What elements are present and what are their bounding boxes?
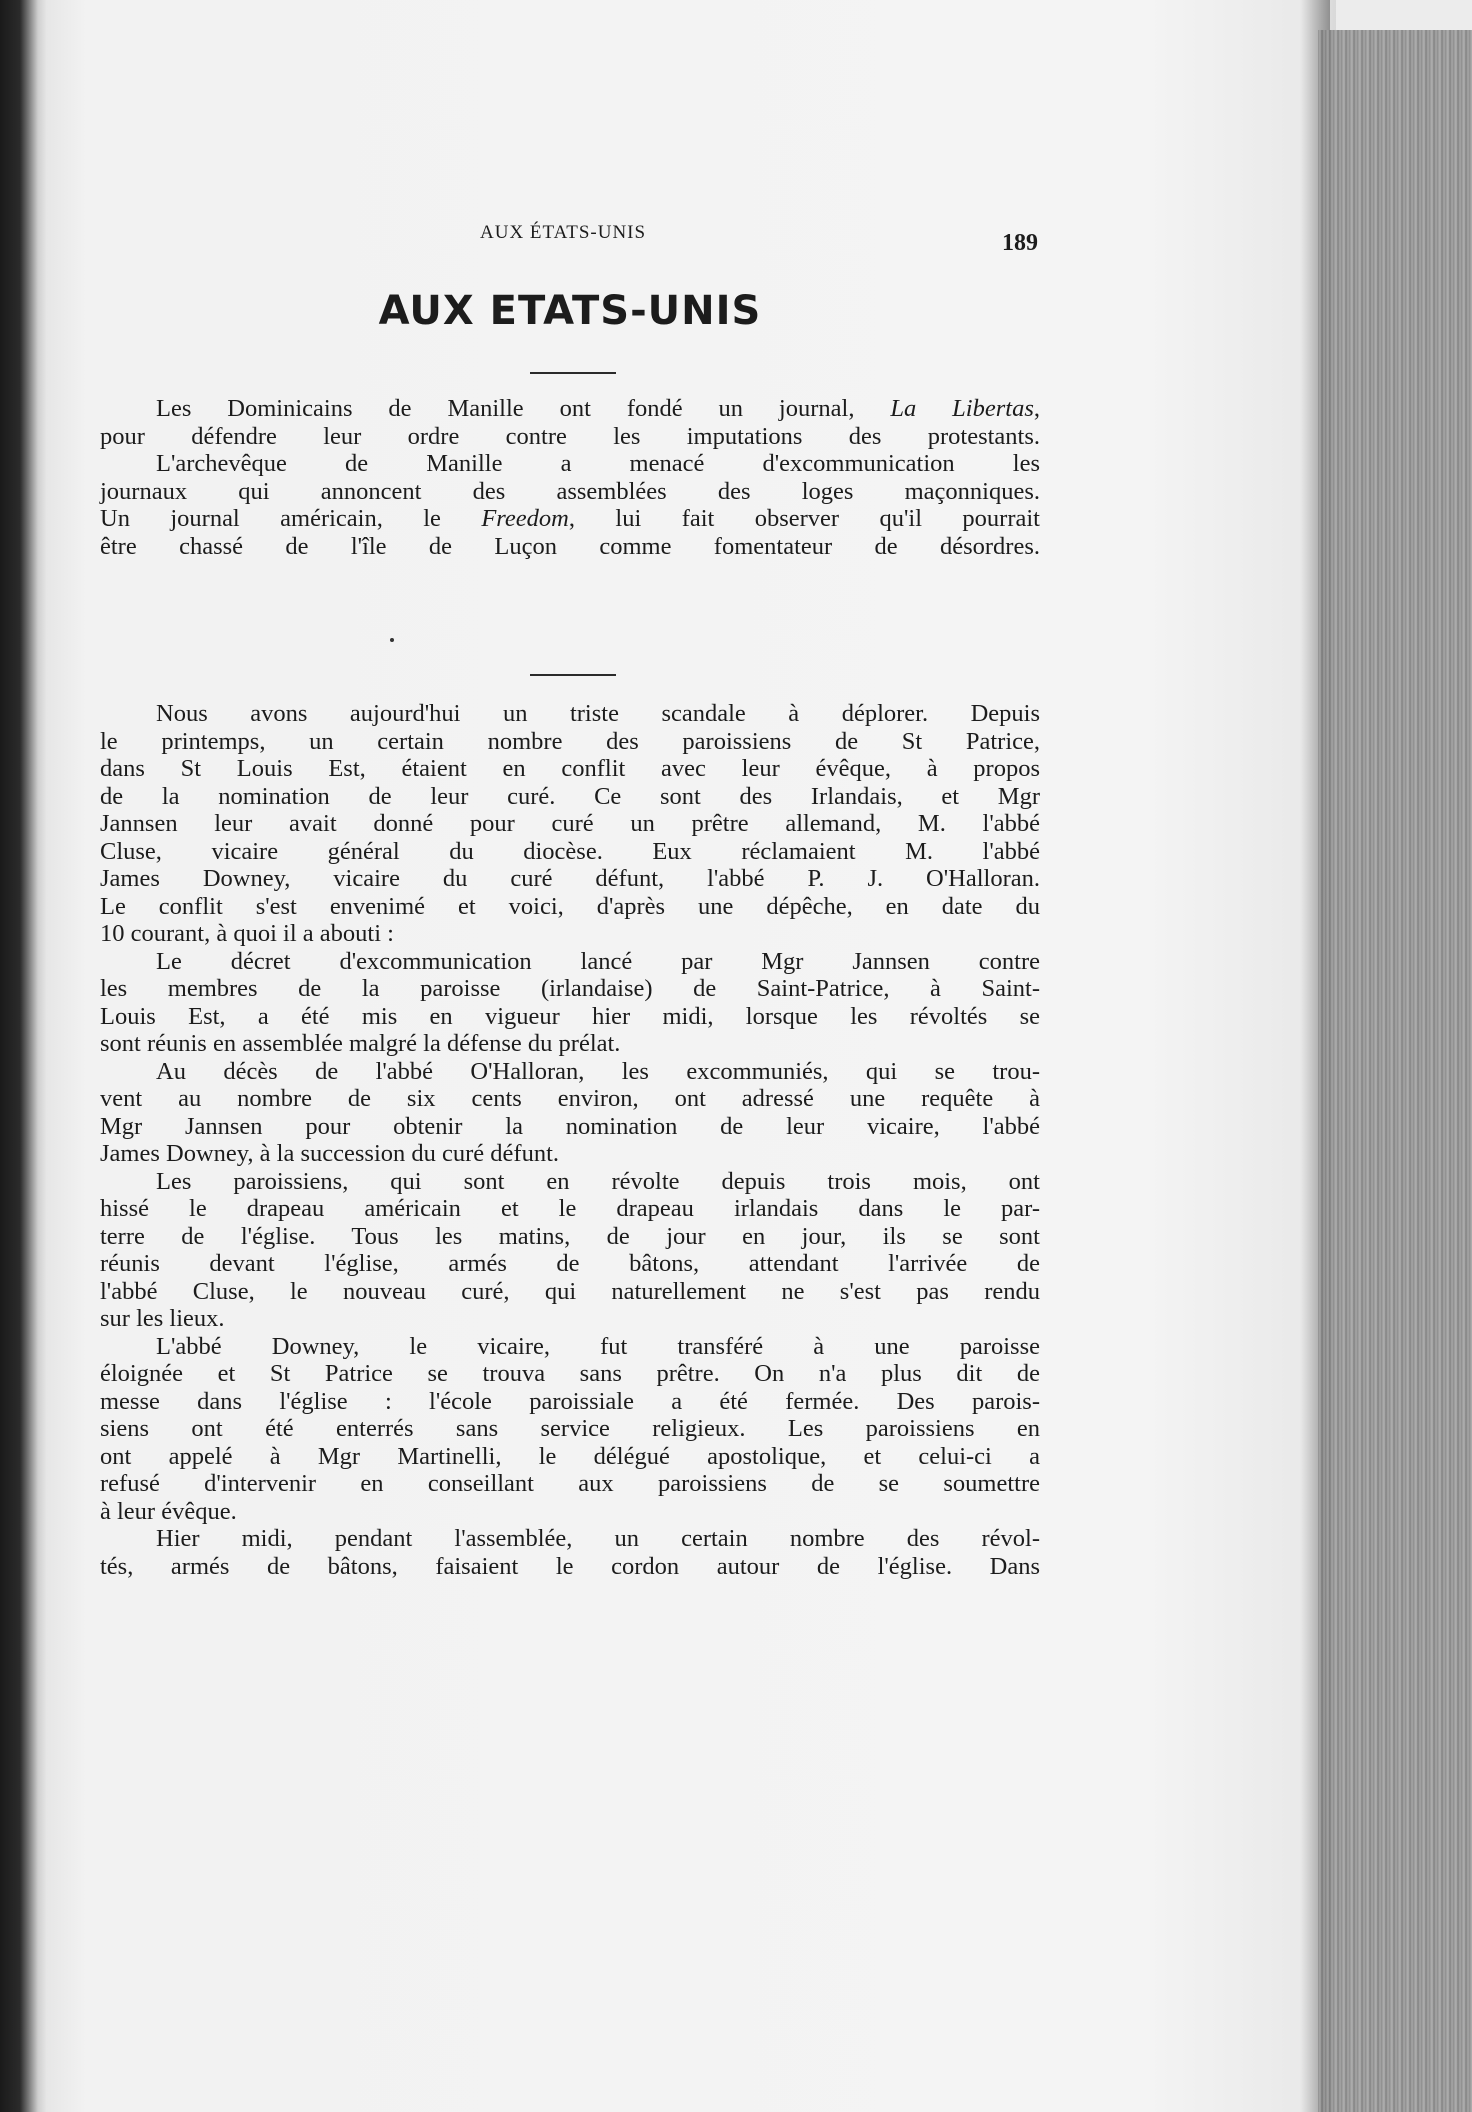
text-line: 10 courant, à quoi il a abouti : (100, 920, 394, 947)
paragraph-block-2 (100, 700, 1040, 1580)
text-line: Nous avons aujourd'hui un triste scandale à déplorer. Depuis (156, 700, 1040, 727)
text-line: de la nomination de leur curé. Ce sont des Irlandais, et Mgr (100, 782, 1040, 810)
section-rule (530, 674, 616, 676)
text-line: Le décret d'excommunication lancé par Mgr Jannsen contre (156, 947, 1040, 975)
text-line: Louis Est, a été mis en vigueur hier midi, lorsque les révoltés se (100, 1002, 1040, 1030)
text-line: le printemps, un certain nombre des paroissiens de St Patrice, (100, 727, 1040, 755)
text-line: éloignée et St Patrice se trouva sans prêtre. On n'a plus dit de (100, 1360, 1040, 1387)
text-line: journaux qui annoncent des assemblées des loges maçonniques. (100, 477, 1040, 505)
text-line: James Downey, vicaire du curé défunt, l'abbé P. J. O'Halloran. (100, 865, 1040, 892)
text-line: tés, armés de bâtons, faisaient le cordon autour de l'église. Dans (100, 1552, 1040, 1580)
text-line: vent au nombre de six cents environ, ont adressé une requête à (100, 1085, 1040, 1112)
text-line: Cluse, vicaire général du diocèse. Eux réclamaient M. l'abbé (100, 837, 1040, 865)
text-line: Mgr Jannsen pour obtenir la nomination de leur vicaire, l'abbé (100, 1112, 1040, 1140)
article-title: AUX ETATS-UNIS (378, 288, 762, 334)
text-line: Hier midi, pendant l'assemblée, un certain nombre des révol- (156, 1525, 1040, 1552)
text-line: être chassé de l'île de Luçon comme fomentateur de désordres. (100, 532, 1040, 560)
text-line: Les paroissiens, qui sont en révolte depuis trois mois, ont (156, 1167, 1040, 1195)
text-line: réunis devant l'église, armés de bâtons, attendant l'arrivée de (100, 1250, 1040, 1277)
stray-mark (390, 638, 394, 642)
text-line: Un journal américain, le Freedom, lui fait observer qu'il pourrait (100, 505, 1040, 532)
text-line: Le conflit s'est envenimé et voici, d'après une dépêche, en date du (100, 892, 1040, 920)
text-line: dans St Louis Est, étaient en conflit avec leur évêque, à propos (100, 755, 1040, 782)
text-line: sur les lieux. (100, 1305, 225, 1332)
page-edges (1318, 30, 1472, 2112)
text-line: siens ont été enterrés sans service religieux. Les paroissiens en (100, 1415, 1040, 1442)
text-line: L'abbé Downey, le vicaire, fut transféré à une paroisse (156, 1332, 1040, 1360)
text-line: messe dans l'église : l'école paroissiale a été fermée. Des parois- (100, 1387, 1040, 1415)
text-line: refusé d'intervenir en conseillant aux paroissiens de se soumettre (100, 1470, 1040, 1497)
text-line: Au décès de l'abbé O'Halloran, les excommuniés, qui se trou- (156, 1057, 1040, 1085)
text-line: terre de l'église. Tous les matins, de jour en jour, ils se sont (100, 1222, 1040, 1250)
text-line: Jannsen leur avait donné pour curé un prêtre allemand, M. l'abbé (100, 810, 1040, 837)
text-line: pour défendre leur ordre contre les imputations des protestants. (100, 422, 1040, 450)
page-number: 189 (1002, 230, 1038, 256)
section-rule (530, 372, 616, 374)
text-line: ont appelé à Mgr Martinelli, le délégué apostolique, et celui-ci a (100, 1442, 1040, 1470)
text-line: à leur évêque. (100, 1497, 237, 1525)
text-line: L'archevêque de Manille a menacé d'excommunication les (156, 450, 1040, 477)
text-line: l'abbé Cluse, le nouveau curé, qui naturellement ne s'est pas rendu (100, 1277, 1040, 1305)
paragraph-block-1 (100, 395, 1040, 560)
text-line: Les Dominicains de Manille ont fondé un journal, La Libertas, (156, 395, 1040, 422)
text-line: sont réunis en assemblée malgré la défense du prélat. (100, 1030, 621, 1057)
text-line: hissé le drapeau américain et le drapeau irlandais dans le par- (100, 1195, 1040, 1222)
running-head: AUX ÉTATS-UNIS (480, 222, 647, 243)
text-line: James Downey, à la succession du curé défunt. (100, 1140, 560, 1167)
text-line: les membres de la paroisse (irlandaise) de Saint-Patrice, à Saint- (100, 975, 1040, 1002)
